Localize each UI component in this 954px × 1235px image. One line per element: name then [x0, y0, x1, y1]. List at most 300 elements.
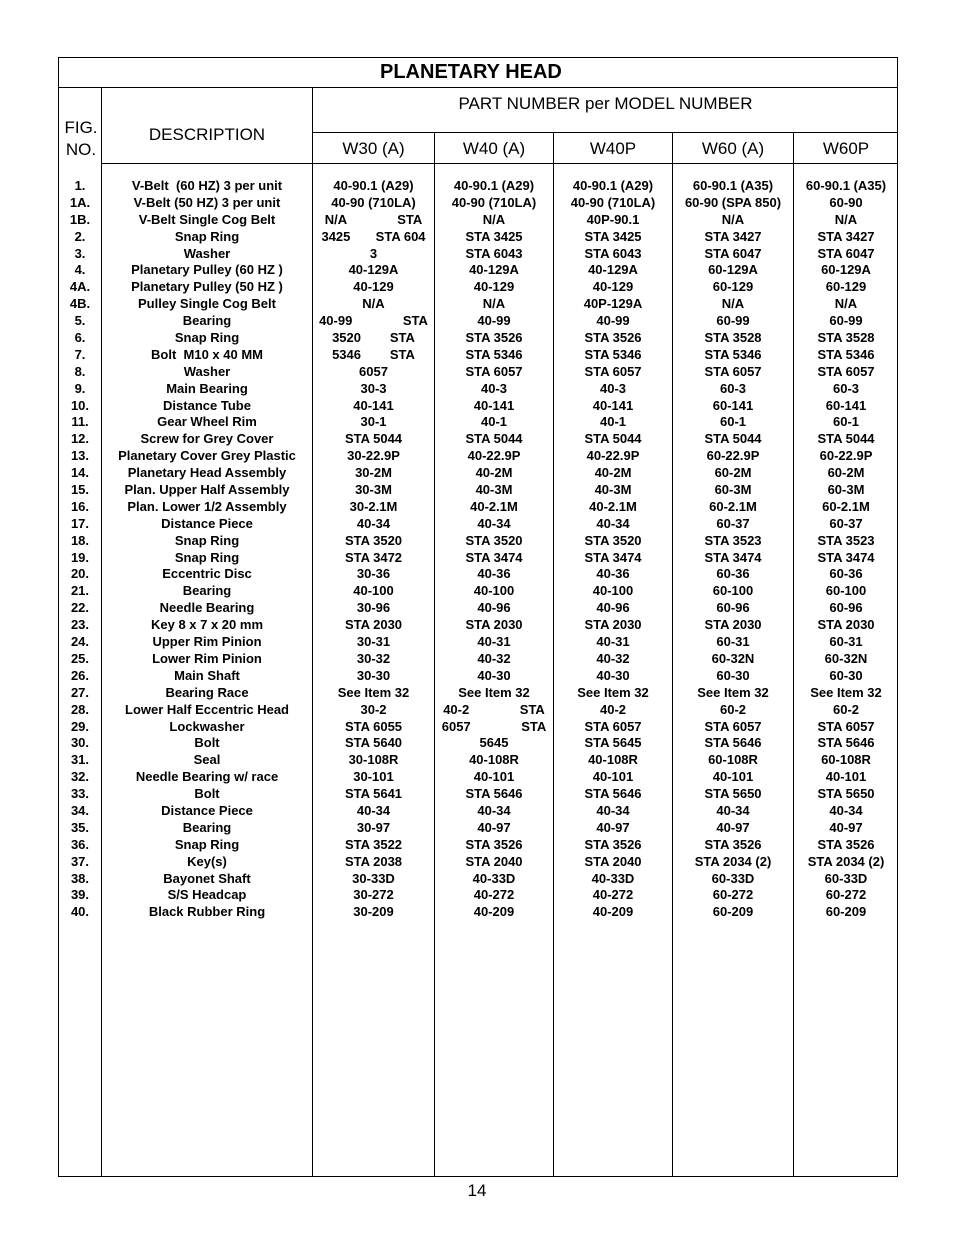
fig-no-header-line1: FIG. [64, 118, 98, 137]
w60a-part-cell: STA 5646 [704, 735, 762, 751]
w40p-part-cell: See Item 32 [577, 684, 649, 700]
w60a-part-cell: N/A [721, 296, 745, 312]
fig-number-cell: 16. [70, 498, 90, 514]
w40a-part-cell: 40-90.1 (A29) [453, 178, 535, 193]
w60p-part-cell: STA 3523 [817, 532, 875, 548]
w60a-part-cell: 60-2.1M [709, 498, 757, 514]
w30-part-cell: 30-36 [356, 566, 391, 582]
description-cell: Planetary Pulley (60 HZ ) [131, 262, 283, 278]
fig-number-cell: 23. [70, 617, 90, 633]
w30-part-cell: 40-34 [356, 515, 391, 531]
w30-part-cell: 3520 STA [332, 330, 415, 346]
w60p-part-cell: 60-2M [827, 465, 865, 481]
w40a-part-cell: 40-90 (710LA) [451, 194, 537, 210]
description-cell: Gear Wheel Rim [157, 414, 257, 430]
model-header-w40a: W40 (A) [462, 139, 526, 158]
w60a-part-cell: N/A [721, 211, 745, 227]
w60a-part-cell: STA 3523 [704, 532, 762, 548]
description-cell: Lower Rim Pinion [152, 650, 262, 666]
description-cell: Upper Rim Pinion [152, 634, 262, 650]
w40a-part-cell: 40-22.9P [467, 448, 521, 464]
w60a-part-cell: 60-1 [719, 414, 747, 430]
w40a-part-cell: STA 5044 [465, 431, 523, 447]
w30-part-cell: STA 3520 [344, 532, 403, 548]
w60p-part-cell: 60-22.9P [819, 448, 873, 464]
w60a-part-cell: 60-99 [716, 313, 750, 329]
w60p-part-cell: 60-30 [829, 667, 863, 683]
fig-number-cell: 21. [70, 583, 90, 599]
w30-part-cell: 30-97 [356, 819, 391, 835]
fig-number-cell: 38. [70, 870, 90, 886]
w60a-part-cell: 60-209 [712, 904, 754, 920]
description-cell: Washer [183, 245, 231, 261]
w30-part-cell: 30-272 [353, 887, 394, 903]
w60p-part-cell: 40-34 [829, 802, 863, 818]
w40a-part-cell: 40-272 [473, 887, 515, 903]
w30-part-cell: 6057 [359, 363, 388, 379]
model-header-w40p: W40P [589, 139, 637, 158]
fig-number-cell: 33. [70, 786, 90, 802]
w30-part-cell: 40-129 [353, 279, 394, 295]
w60p-part-cell: 60-2.1M [822, 498, 870, 514]
w40p-part-cell: STA 3526 [584, 836, 642, 852]
fig-number-cell: 4A. [69, 279, 91, 295]
w40p-part-cell: 40-141 [592, 397, 634, 413]
page-number: 14 [467, 1181, 487, 1200]
w60p-part-cell: STA 5650 [817, 786, 875, 802]
w40a-part-cell: 40-3M [475, 482, 513, 498]
w30-part-cell: 40-34 [356, 802, 391, 818]
description-cell: Plan. Upper Half Assembly [124, 482, 290, 498]
w60a-part-cell: 60-22.9P [706, 448, 760, 464]
fig-number-cell: 39. [70, 887, 90, 903]
w60p-part-cell: 60-33D [824, 870, 868, 886]
description-cell: V-Belt Single Cog Belt [138, 211, 276, 227]
w60p-part-cell: STA 2030 [817, 617, 875, 633]
w40p-part-cell: 40P-129A [583, 296, 643, 312]
w30-part-cell: 30-96 [356, 600, 391, 616]
fig-number-cell: 1B. [69, 211, 91, 227]
w40p-part-cell: STA 6043 [584, 245, 642, 261]
w60p-part-cell: 60-100 [825, 583, 867, 599]
fig-number-cell: 15. [70, 482, 90, 498]
w40a-part-cell: 40-1 [480, 414, 508, 430]
w60a-part-cell: STA 5044 [704, 431, 762, 447]
w60p-part-cell: STA 3427 [817, 228, 875, 244]
w60a-part-cell: 60-129A [708, 262, 758, 278]
w60a-part-cell: 60-90 (SPA 850) [684, 194, 782, 210]
w60p-part-cell: N/A [834, 211, 858, 227]
w30-part-cell: 40-129A [348, 262, 399, 278]
w60p-part-cell: STA 3526 [817, 836, 875, 852]
w30-part-cell: STA 5641 [344, 786, 403, 802]
w60a-part-cell: 60-96 [716, 600, 750, 616]
w40a-part-cell: STA 6043 [465, 245, 523, 261]
fig-number-cell: 32. [70, 769, 90, 785]
w30-part-cell: 30-108R [348, 752, 399, 768]
w60p-part-cell: 60-31 [829, 634, 863, 650]
w60p-part-cell: 60-37 [829, 515, 863, 531]
w60a-part-cell: STA 3528 [704, 330, 762, 346]
w40p-part-cell: 40-209 [592, 904, 634, 920]
w30-part-cell: 30-209 [353, 904, 394, 920]
w60p-part-cell: 60-32N [824, 650, 868, 666]
w30-part-cell: 30-22.9P [347, 448, 400, 464]
w60a-part-cell: STA 6047 [704, 245, 762, 261]
fig-number-cell: 4. [74, 262, 86, 278]
w40a-part-cell: N/A [482, 296, 506, 312]
w40p-part-cell: STA 5346 [584, 346, 642, 362]
w40a-part-cell: 40-34 [477, 515, 511, 531]
w60p-part-cell: 60-99 [829, 313, 863, 329]
w40a-part-cell: 5645 [479, 735, 509, 751]
w30-part-column [313, 178, 434, 921]
w40p-part-cell: 40-34 [596, 802, 630, 818]
w60p-part-cell: 60-141 [825, 397, 867, 413]
fig-number-cell: 22. [70, 600, 90, 616]
w60a-part-column [673, 178, 793, 921]
w30-part-cell: 30-30 [356, 667, 391, 683]
w60p-part-cell: 60-90.1 (A35) [805, 178, 887, 193]
w60p-part-cell: STA 6047 [817, 245, 875, 261]
w40p-part-cell: 40P-90.1 [586, 211, 640, 227]
w60a-part-cell: 60-36 [716, 566, 750, 582]
w60a-part-cell: 40-97 [716, 819, 750, 835]
w40p-part-cell: STA 6057 [584, 718, 642, 734]
fig-number-cell: 1. [74, 178, 86, 193]
w30-part-cell: 40-90 (710LA) [331, 194, 416, 210]
fig-no-header-line2: NO. [65, 140, 97, 159]
w60p-part-cell: 60-1 [832, 414, 860, 430]
w40p-part-cell: STA 2040 [584, 853, 642, 869]
fig-number-cell: 9. [74, 380, 86, 396]
w40a-part-cell: STA 5346 [465, 346, 523, 362]
w40a-part-cell: 40-34 [477, 802, 511, 818]
w40p-part-cell: 40-3 [599, 380, 627, 396]
fig-number-cell: 19. [70, 549, 90, 565]
w40a-part-cell: 40-99 [477, 313, 511, 329]
w40p-part-cell: STA 3425 [584, 228, 642, 244]
w40p-part-cell: 40-33D [591, 870, 635, 886]
title-row [58, 57, 898, 88]
w60p-part-cell: 60-272 [825, 887, 867, 903]
w40a-part-cell: 40-129A [469, 262, 519, 278]
w40a-part-cell: STA 3474 [465, 549, 523, 565]
description-cell: Distance Tube [163, 397, 251, 413]
w60p-part-cell: 40-97 [829, 819, 863, 835]
w40a-part-cell: STA 3526 [465, 330, 523, 346]
w30-part-cell: 30-32 [356, 650, 391, 666]
description-cell: Bearing [182, 313, 232, 329]
w30-part-cell: 40-99 STA [319, 313, 428, 329]
description-cell: Washer [183, 363, 231, 379]
w40a-part-cell: 40-32 [477, 650, 511, 666]
description-cell: Planetary Head Assembly [127, 465, 287, 481]
w40a-part-cell: 40-96 [477, 600, 511, 616]
w30-part-cell: N/A [362, 296, 385, 312]
description-cell: Lockwasher [169, 718, 245, 734]
description-cell: Lower Half Eccentric Head [125, 701, 289, 717]
w40a-part-cell: STA 5646 [465, 786, 523, 802]
description-cell: V-Belt (50 HZ) 3 per unit [133, 194, 281, 210]
w60p-part-cell: See Item 32 [810, 684, 882, 700]
w60a-part-cell: STA 3474 [704, 549, 762, 565]
w60a-part-cell: STA 5650 [704, 786, 762, 802]
w40p-part-cell: 40-100 [592, 583, 634, 599]
w60p-part-cell: STA 3528 [817, 330, 875, 346]
description-header: DESCRIPTION [148, 125, 266, 144]
w40p-part-cell: 40-32 [596, 650, 630, 666]
w40p-part-cell: 40-90.1 (A29) [572, 178, 654, 193]
w40a-part-cell: STA 6057 [465, 363, 523, 379]
w60p-part-cell: STA 5044 [817, 431, 875, 447]
w60a-part-cell: 40-101 [712, 769, 754, 785]
w60a-part-cell: 60-100 [712, 583, 754, 599]
w60p-part-cell: 60-129A [821, 262, 871, 278]
fig-number-cell: 34. [70, 802, 90, 818]
description-cell: Bolt [194, 735, 220, 751]
fig-number-cell: 10. [70, 397, 90, 413]
description-cell: Key(s) [187, 853, 227, 869]
description-cell: Bayonet Shaft [163, 870, 251, 886]
w60p-part-cell: STA 5346 [817, 346, 875, 362]
w30-part-cell: N/A STA [324, 211, 423, 227]
description-cell: Snap Ring [174, 549, 240, 565]
description-cell: Black Rubber Ring [148, 904, 266, 920]
w60a-part-cell: 60-272 [712, 887, 754, 903]
fig-number-cell: 11. [71, 414, 89, 430]
model-header-w30: W30 (A) [342, 139, 405, 158]
page-title: PLANETARY HEAD [380, 61, 562, 83]
fig-number-cell: 35. [70, 819, 90, 835]
fig-number-cell: 27. [70, 684, 90, 700]
w40p-part-cell: 40-272 [592, 887, 634, 903]
w30-part-cell: 3425 STA 604 [321, 228, 426, 244]
description-cell: Screw for Grey Cover [140, 431, 274, 447]
w60p-part-cell: 60-129 [825, 279, 867, 295]
w40a-part-cell: See Item 32 [458, 684, 530, 700]
w40a-part-cell: 40-3 [480, 380, 508, 396]
w30-part-cell: STA 5640 [344, 735, 403, 751]
w40a-part-cell: STA 3425 [465, 228, 523, 244]
w40p-part-cell: 40-31 [596, 634, 630, 650]
w60p-part-cell: 60-108R [821, 752, 871, 768]
w40a-part-cell: STA 3520 [465, 532, 523, 548]
w60a-part-cell: 60-33D [711, 870, 755, 886]
w40p-part-cell: 40-108R [588, 752, 638, 768]
w40a-part-cell: 40-2 STA [443, 701, 545, 717]
w40a-part-cell: 40-101 [473, 769, 515, 785]
w40a-part-cell: 40-129 [473, 279, 515, 295]
fig-number-cell: 36. [70, 836, 90, 852]
description-cell: Snap Ring [174, 330, 240, 346]
part-number-group-header: PART NUMBER per MODEL NUMBER [458, 94, 753, 113]
w30-part-cell: STA 2038 [344, 853, 403, 869]
w40a-part-cell: 6057 STA [441, 718, 547, 734]
w40p-part-cell: 40-101 [592, 769, 634, 785]
w40p-part-cell: STA 3526 [584, 330, 642, 346]
fig-number-cell: 24. [70, 634, 90, 650]
w60a-part-cell: STA 5346 [704, 346, 762, 362]
w60a-part-cell: 60-2 [719, 701, 747, 717]
description-cell: Bearing [182, 819, 232, 835]
w60a-part-cell: 60-32N [711, 650, 755, 666]
fig-number-cell: 37. [70, 853, 90, 869]
w30-part-cell: 30-31 [356, 634, 391, 650]
w40p-part-cell: STA 3474 [584, 549, 642, 565]
w40p-part-cell: 40-34 [596, 515, 630, 531]
w30-part-cell: 30-2.1M [349, 498, 398, 514]
w40p-part-cell: 40-3M [594, 482, 632, 498]
fig-number-cell: 5. [74, 313, 86, 329]
fig-number-cell: 6. [74, 330, 86, 346]
w60a-part-cell: STA 3427 [704, 228, 762, 244]
w30-part-cell: 30-3M [355, 482, 392, 498]
w40p-part-cell: 40-99 [596, 313, 630, 329]
w40p-part-cell: STA 5645 [584, 735, 642, 751]
w60p-part-cell: N/A [834, 296, 858, 312]
description-cell: Plan. Lower 1/2 Assembly [127, 498, 287, 514]
description-cell: Needle Bearing w/ race [135, 769, 279, 785]
w60a-part-cell: 60-90.1 (A35) [692, 178, 774, 193]
description-cell: Eccentric Disc [162, 566, 252, 582]
description-cell: Snap Ring [174, 532, 240, 548]
w40a-part-cell: STA 3526 [465, 836, 523, 852]
w30-part-cell: 40-141 [353, 397, 394, 413]
w60a-part-cell: 40-34 [716, 802, 750, 818]
w40p-part-cell: 40-30 [596, 667, 630, 683]
w40p-part-cell: 40-96 [596, 600, 630, 616]
description-cell: S/S Headcap [167, 887, 247, 903]
w40a-part-cell: 40-108R [469, 752, 519, 768]
w60a-part-cell: STA 6057 [704, 718, 762, 734]
w40a-part-cell: 40-36 [477, 566, 511, 582]
fig-number-cell: 13. [70, 448, 90, 464]
w60a-part-cell: 60-37 [716, 515, 750, 531]
w30-part-cell: 30-2 [360, 701, 387, 717]
description-column [102, 178, 312, 921]
description-cell: Distance Piece [161, 515, 253, 531]
fig-number-cell: 29. [70, 718, 90, 734]
fig-number-cell: 14. [70, 465, 90, 481]
w60a-part-cell: 60-108R [708, 752, 758, 768]
w30-part-cell: 30-3 [360, 380, 387, 396]
fig-number-cell: 17. [70, 515, 90, 531]
fig-number-cell: 7. [74, 346, 86, 362]
w40p-part-cell: 40-1 [599, 414, 627, 430]
w40a-part-cell: 40-2.1M [470, 498, 518, 514]
w30-part-cell: 30-1 [360, 414, 387, 430]
w30-part-cell: 3 [369, 245, 378, 261]
w30-part-cell: STA 6055 [344, 718, 403, 734]
w30-part-cell: 30-33D [352, 870, 395, 886]
w60p-part-cell: 60-209 [825, 904, 867, 920]
w60a-part-cell: STA 3526 [704, 836, 762, 852]
w40a-part-column [435, 178, 553, 921]
w60p-part-cell: 60-3 [832, 380, 860, 396]
w40p-part-cell: 40-97 [596, 819, 630, 835]
w40a-part-cell: 40-31 [477, 634, 511, 650]
description-cell: Needle Bearing [159, 600, 255, 616]
w40p-part-cell: STA 6057 [584, 363, 642, 379]
w60p-part-cell: STA 6057 [817, 363, 875, 379]
w30-part-cell: STA 3472 [344, 549, 403, 565]
fig-number-cell: 31. [70, 752, 90, 768]
w40p-part-cell: STA 5044 [584, 431, 642, 447]
model-header-w60p: W60P [822, 139, 870, 158]
w60a-part-cell: 60-141 [712, 397, 754, 413]
fig-number-cell: 1A. [69, 194, 91, 210]
w40p-part-cell: 40-90 (710LA) [570, 194, 656, 210]
w60p-part-cell: 60-36 [829, 566, 863, 582]
w40p-part-cell: 40-2.1M [589, 498, 637, 514]
header-bottom-line [101, 163, 898, 164]
description-cell: Bearing Race [165, 684, 249, 700]
w60a-part-cell: 60-2M [714, 465, 752, 481]
w60p-part-cell: STA 5646 [817, 735, 875, 751]
w60p-part-cell: 60-90 [829, 194, 863, 210]
w40a-part-cell: STA 2030 [465, 617, 523, 633]
w40a-part-cell: 40-2M [475, 465, 513, 481]
w60a-part-cell: 60-3M [714, 482, 752, 498]
w60a-part-cell: STA 2034 (2) [694, 853, 772, 869]
w30-part-cell: STA 2030 [344, 617, 403, 633]
description-cell: V-Belt (60 HZ) 3 per unit [131, 178, 283, 193]
description-cell: Bearing [182, 583, 232, 599]
w60p-part-cell: STA 3474 [817, 549, 875, 565]
w40a-part-cell: STA 2040 [465, 853, 523, 869]
w60p-part-cell: 60-2 [832, 701, 860, 717]
fig-number-cell: 28. [70, 701, 90, 717]
w60p-part-cell: STA 2034 (2) [807, 853, 885, 869]
description-cell: Planetary Cover Grey Plastic [118, 448, 296, 464]
fig-number-cell: 25. [70, 650, 90, 666]
model-header-w60a: W60 (A) [701, 139, 765, 158]
description-cell: Bolt [194, 786, 220, 802]
description-cell: Snap Ring [174, 228, 240, 244]
w60p-part-cell: STA 6057 [817, 718, 875, 734]
w40a-part-cell: 40-141 [473, 397, 515, 413]
w40p-part-cell: STA 3520 [584, 532, 642, 548]
w60a-part-cell: 60-129 [712, 279, 754, 295]
fig-no-header [62, 117, 100, 161]
w60a-part-cell: 60-30 [716, 667, 750, 683]
w60p-part-column [794, 178, 898, 921]
w40a-part-cell: 40-209 [473, 904, 515, 920]
description-cell: Main Bearing [166, 380, 248, 396]
w40p-part-column [554, 178, 672, 921]
fig-number-cell: 40. [70, 904, 90, 920]
fig-number-cell: 8. [74, 363, 86, 379]
fig-number-cell: 3. [74, 245, 86, 261]
w30-part-cell: 5346 STA [332, 346, 415, 362]
w60p-part-cell: 60-96 [829, 600, 863, 616]
description-cell: Planetary Pulley (50 HZ ) [131, 279, 283, 295]
description-cell: Distance Piece [161, 802, 253, 818]
w60a-part-cell: See Item 32 [697, 684, 769, 700]
w60a-part-cell: STA 6057 [704, 363, 762, 379]
w40a-part-cell: 40-97 [477, 819, 511, 835]
w40a-part-cell: N/A [482, 211, 506, 227]
fig-number-cell: 18. [70, 532, 90, 548]
w40p-part-cell: 40-129 [592, 279, 634, 295]
w40p-part-cell: 40-36 [596, 566, 630, 582]
description-cell: Seal [193, 752, 221, 768]
description-cell: Key 8 x 7 x 20 mm [150, 617, 264, 633]
w30-part-cell: 40-100 [353, 583, 394, 599]
w40a-part-cell: 40-30 [477, 667, 511, 683]
w40p-part-cell: 40-22.9P [586, 448, 640, 464]
